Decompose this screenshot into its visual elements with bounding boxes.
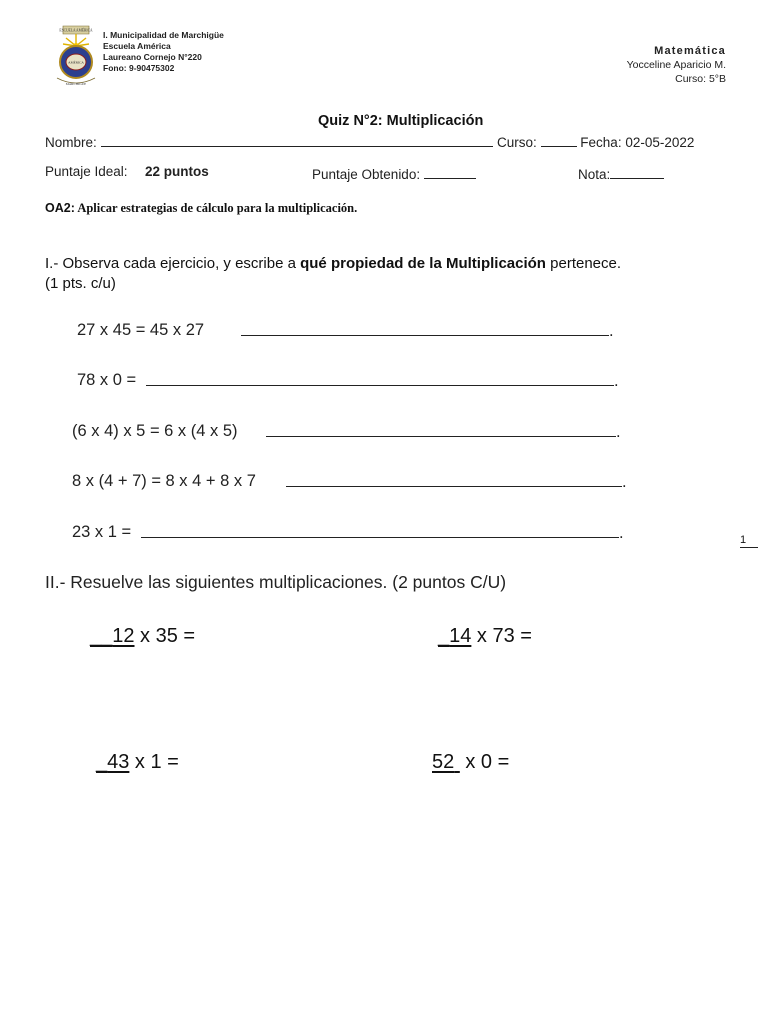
mult-lead — [432, 751, 460, 773]
grade-field[interactable] — [578, 164, 664, 182]
answer-line-2[interactable] — [146, 371, 619, 391]
school-name: Escuela América — [103, 41, 171, 51]
obtained-score-label: Puntaje Obtenido: — [312, 167, 421, 182]
exercise-identity — [72, 523, 131, 542]
school-phone: Fono: 9-90475302 — [103, 63, 175, 73]
section1-bold: qué propiedad de la Multiplicación — [300, 255, 546, 272]
name-blank[interactable] — [101, 132, 493, 147]
mult-factor: 14 — [449, 625, 472, 647]
learning-objective — [45, 201, 357, 216]
logo-top-text: ESCUELA AMÉRICA — [59, 28, 93, 33]
answer-line-1[interactable] — [241, 321, 614, 341]
municipality: I. Municipalidad de Marchigüe — [103, 30, 224, 40]
subject-name: Matemática — [654, 45, 726, 57]
school-logo — [51, 24, 101, 90]
teacher-name: Yocceline Aparicio M. — [626, 59, 726, 71]
name-field[interactable] — [45, 132, 493, 150]
name-label: Nombre: — [45, 135, 97, 150]
answer-blank[interactable] — [241, 321, 609, 336]
oa-code: OA2: — [45, 201, 75, 215]
exercise-distributive — [72, 472, 256, 491]
obtained-score-blank[interactable] — [424, 164, 476, 179]
exercise-text: 27 x 45 = 45 x 27 — [77, 321, 205, 339]
subject-block — [627, 44, 726, 86]
logo-center-text: AMÉRICA — [68, 60, 84, 65]
mult-rest: x 73 = — [471, 625, 532, 647]
mult-factor: 12 — [112, 625, 135, 647]
mult-lead: _43 — [96, 751, 130, 773]
logo-bottom-text: MARCHIGÜE — [65, 82, 87, 86]
answer-blank[interactable] — [286, 472, 622, 487]
school-address: Laureano Cornejo N°220 — [103, 52, 202, 62]
multiplication-1 — [90, 625, 195, 648]
section1-points: (1 pts. c/u) — [45, 275, 116, 292]
date-label: Fecha: 02-05-2022 — [580, 135, 695, 150]
mult-lead: __12 — [90, 625, 135, 647]
ideal-score-value: 22 puntos — [145, 164, 209, 179]
course-field-label: Curso: — [497, 135, 537, 150]
ideal-score-label: Puntaje Ideal: — [45, 164, 128, 179]
line-end: . — [614, 372, 619, 390]
exercise-zero — [77, 371, 136, 390]
exercise-associative — [72, 422, 238, 441]
mult-rest: x 35 = — [134, 625, 196, 647]
answer-blank[interactable] — [146, 371, 614, 386]
page-number: 1 — [740, 534, 758, 548]
mult-rest: x 1 = — [129, 751, 179, 773]
course-field[interactable] — [497, 132, 694, 150]
course-label: Curso: 5°B — [675, 73, 726, 85]
multiplication-3 — [96, 751, 179, 774]
answer-blank[interactable] — [266, 422, 616, 437]
obtained-score-field[interactable] — [312, 164, 476, 182]
oa-text: Aplicar estrategias de cálculo para la multiplicación. — [77, 201, 358, 215]
exercise-text: 78 x 0 = — [77, 371, 137, 389]
grade-blank[interactable] — [610, 164, 664, 179]
school-info — [103, 30, 224, 74]
exercise-text: (6 x 4) x 5 = 6 x (4 x 5) — [72, 422, 238, 440]
line-end: . — [616, 423, 621, 441]
section1-prefix: I.- Observa cada ejercicio, y escribe a — [45, 255, 301, 272]
mult-factor: 52 — [432, 751, 455, 773]
section1-suffix: pertenece. — [545, 255, 622, 272]
exercise-text: 23 x 1 = — [72, 523, 132, 541]
exercise-commutative — [77, 321, 204, 340]
exercise-text: 8 x (4 + 7) = 8 x 4 + 8 x 7 — [72, 472, 256, 490]
line-end: . — [622, 473, 627, 491]
course-blank[interactable] — [541, 132, 577, 147]
line-end: . — [619, 524, 624, 542]
section1-instructions — [45, 254, 725, 294]
mult-factor: 43 — [107, 751, 130, 773]
line-end: . — [609, 322, 614, 340]
mult-rest: x 0 = — [459, 751, 510, 773]
grade-label: Nota: — [578, 167, 611, 182]
multiplication-4 — [432, 751, 509, 774]
multiplication-2 — [438, 625, 532, 648]
quiz-title: Quiz N°2: Multiplicación — [318, 113, 484, 129]
mult-lead: _14 — [438, 625, 472, 647]
answer-line-4[interactable] — [286, 472, 627, 492]
answer-line-5[interactable] — [141, 523, 624, 543]
answer-line-3[interactable] — [266, 422, 621, 442]
section2-heading: II.- Resuelve las siguientes multiplicaciones. (2 puntos C/U) — [45, 572, 507, 592]
answer-blank[interactable] — [141, 523, 619, 538]
